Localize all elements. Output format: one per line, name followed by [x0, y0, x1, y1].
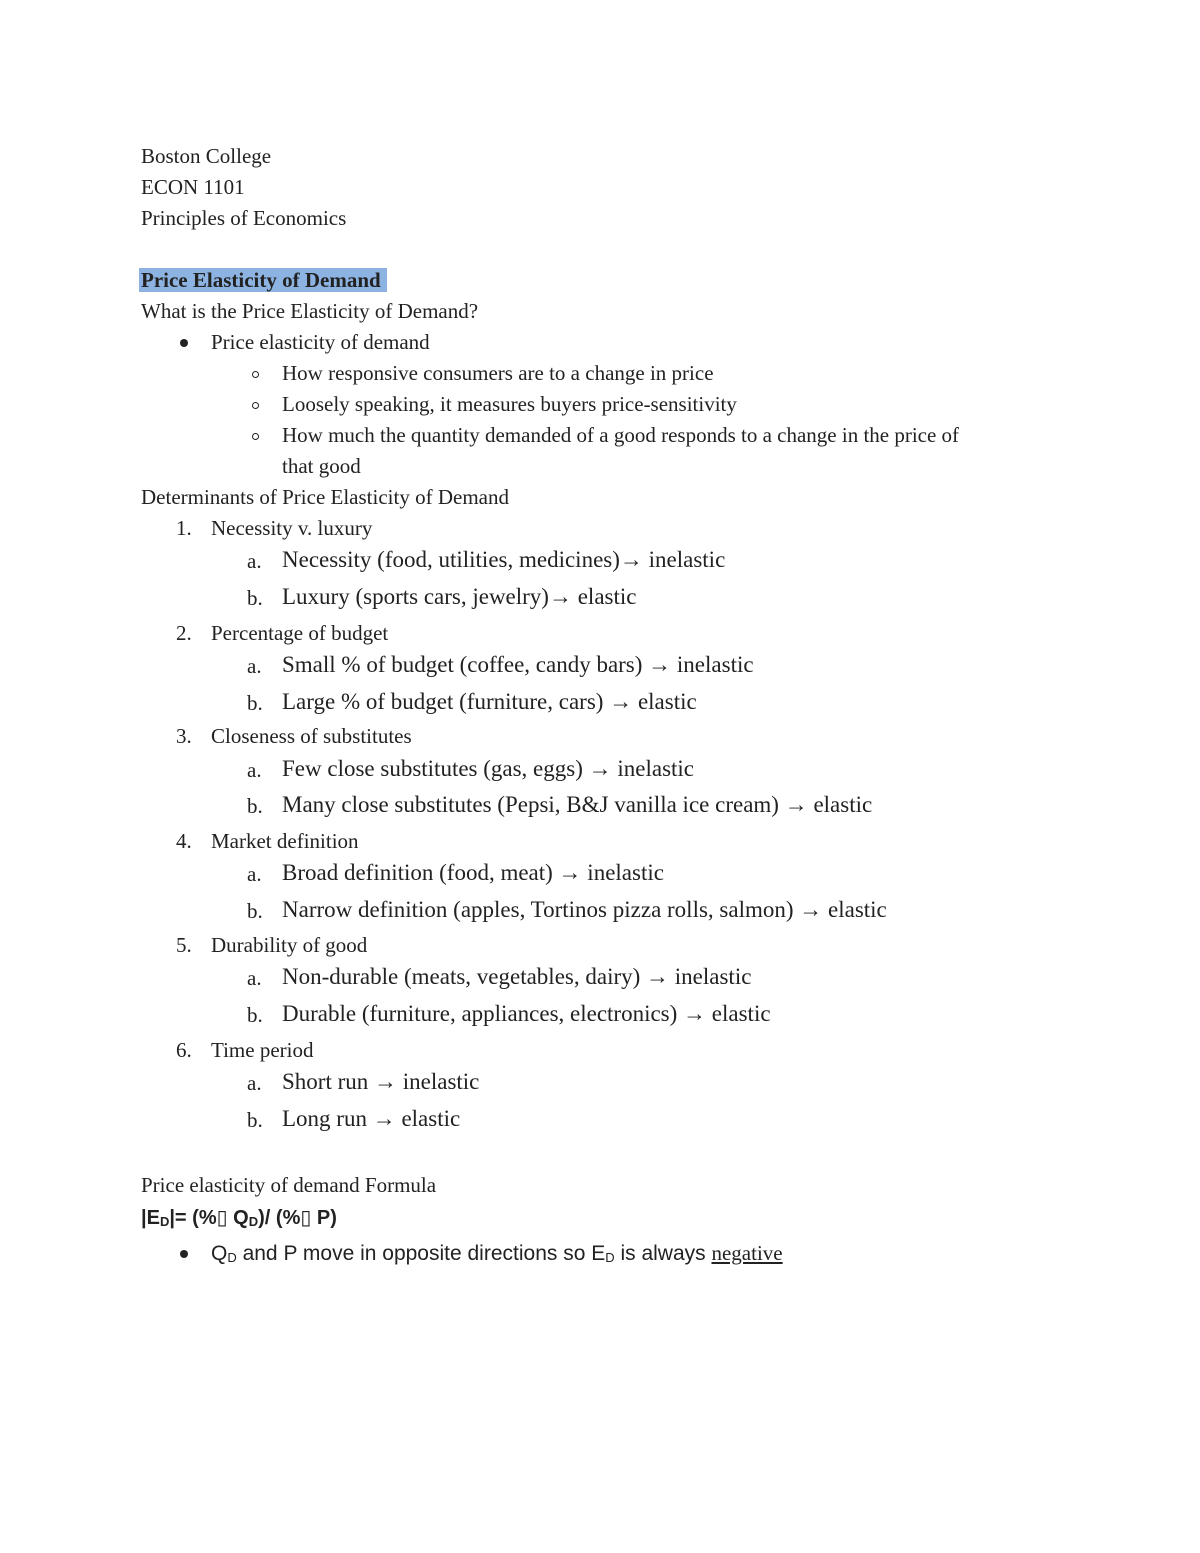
determinants-heading: Determinants of Price Elasticity of Demand	[141, 485, 509, 509]
course-name: Principles of Economics	[141, 206, 347, 230]
formula-expression	[141, 1204, 337, 1236]
formula-subscript: D	[159, 1214, 170, 1229]
list-number: 2.	[176, 621, 192, 645]
definition-sub-item: How much the quantity demanded of a good responds to a change in the price of	[282, 423, 960, 447]
formula-subscript: D	[605, 1250, 615, 1265]
list-letter: a.	[247, 758, 262, 782]
definition-sub-item-continuation: that good	[282, 454, 361, 478]
formula-note-part: and P move in opposite directions so E	[236, 1242, 606, 1265]
determinant-label: Necessity v. luxury	[211, 516, 373, 540]
formula-part: Q	[227, 1207, 249, 1229]
determinant-label: Market definition	[211, 829, 359, 853]
bullet-ring-icon	[252, 371, 259, 378]
formula-heading: Price elasticity of demand Formula	[141, 1173, 437, 1197]
bullet-dot-icon	[180, 1250, 188, 1258]
formula-note-emphasis: negative	[711, 1241, 783, 1265]
determinant-example: Long run → elastic	[282, 1106, 461, 1131]
determinant-example: Small % of budget (coffee, candy bars) → inelastic	[282, 652, 754, 677]
formula-part: |E	[141, 1207, 160, 1229]
definition-bullet: Price elasticity of demand	[211, 330, 430, 354]
section-question: What is the Price Elasticity of Demand?	[141, 299, 479, 323]
bullet-ring-icon	[252, 402, 259, 409]
list-letter: b.	[247, 899, 263, 923]
formula-note	[211, 1239, 783, 1272]
determinant-example: Luxury (sports cars, jewelry)→ elastic	[282, 584, 637, 609]
section-title	[141, 266, 387, 294]
bullet-ring-icon	[252, 433, 259, 440]
list-number: 5.	[176, 933, 192, 957]
determinant-example: Durable (furniture, appliances, electronics) → elastic	[282, 1001, 771, 1026]
determinant-example: Few close substitutes (gas, eggs) → inelastic	[282, 756, 695, 781]
determinant-label: Closeness of substitutes	[211, 724, 412, 748]
determinant-example: Many close substitutes (Pepsi, B&J vanilla ice cream) → elastic	[282, 792, 873, 817]
list-number: 1.	[176, 516, 192, 540]
determinant-example: Narrow definition (apples, Tortinos pizza rolls, salmon) → elastic	[282, 897, 887, 922]
determinant-label: Time period	[211, 1038, 314, 1062]
definition-sub-item: How responsive consumers are to a change in price	[282, 361, 714, 385]
list-letter: b.	[247, 1003, 263, 1027]
determinant-example: Short run → inelastic	[282, 1069, 480, 1094]
determinant-example: Large % of budget (furniture, cars) → elastic	[282, 689, 697, 714]
determinant-label: Durability of good	[211, 933, 368, 957]
list-number: 6.	[176, 1038, 192, 1062]
list-letter: a.	[247, 654, 262, 678]
list-number: 4.	[176, 829, 192, 853]
determinant-example: Non-durable (meats, vegetables, dairy) → inelastic	[282, 964, 752, 989]
formula-part: P)	[311, 1207, 337, 1229]
formula-subscript: D	[248, 1214, 259, 1229]
delta-glyph-icon: ▯	[300, 1207, 312, 1229]
delta-glyph-icon: ▯	[216, 1207, 228, 1229]
list-letter: b.	[247, 691, 263, 715]
bullet-dot-icon	[180, 339, 188, 347]
formula-part: |= (%	[169, 1207, 217, 1229]
determinant-example: Broad definition (food, meat) → inelastic	[282, 860, 664, 885]
list-letter: a.	[247, 1071, 262, 1095]
formula-note-part: is always	[614, 1242, 712, 1265]
formula-note-part: Q	[211, 1242, 228, 1265]
list-letter: a.	[247, 549, 262, 573]
list-letter: b.	[247, 1108, 263, 1132]
list-letter: a.	[247, 862, 262, 886]
formula-part: )/ (%	[258, 1207, 301, 1229]
list-letter: a.	[247, 966, 262, 990]
formula-subscript: D	[227, 1250, 237, 1265]
definition-sub-item: Loosely speaking, it measures buyers price-sensitivity	[282, 392, 737, 416]
list-letter: b.	[247, 794, 263, 818]
list-letter: b.	[247, 586, 263, 610]
institution-name: Boston College	[141, 144, 272, 168]
section-title-text: Price Elasticity of Demand	[139, 268, 387, 292]
list-number: 3.	[176, 724, 192, 748]
determinant-label: Percentage of budget	[211, 621, 389, 645]
course-code: ECON 1101	[141, 175, 245, 199]
determinant-example: Necessity (food, utilities, medicines)→ inelastic	[282, 547, 726, 572]
